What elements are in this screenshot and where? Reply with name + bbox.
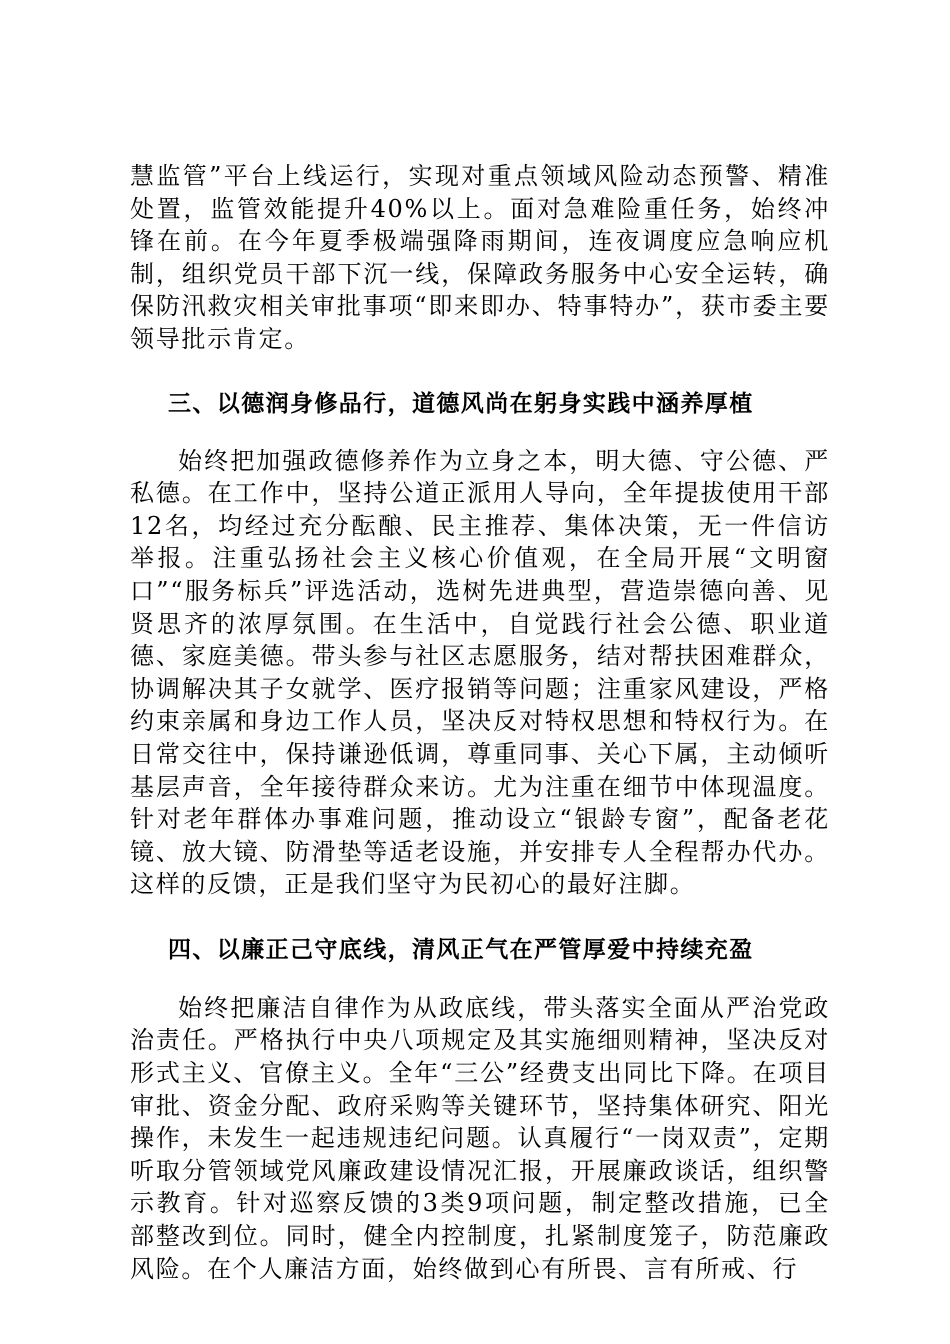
section-heading: 四、以廉正己守底线，清风正气在严管厚爱中持续充盈 [168,936,754,963]
section-heading: 三、以德润身修品行，道德风尚在躬身实践中涵养厚植 [168,390,754,417]
body-paragraph: 始终把加强政德修养作为立身之本，明大德、守公德、严私德。在工作中，坚持公道正派用人导向，全年提拔使用干部12名，均经过充分酝酿、民主推荐、集体决策，无一件信访举报。注重弘扬社会主义核心价值观，在全局开展“文明窗口”“服务标兵”评选活动，选树先进典型，营造崇德向善、见贤思齐的浓厚氛围。在生活中，自觉践行社会公德、职业道德、家庭美德。带头参与社区志愿服务，结对帮扶困难群众，协调解决其子女就学、医疗报销等问题；注重家风建设，严格约束亲属和身边工作人员，坚决反对特权思想和特权行为。在日常交往中，保持谦逊低调，尊重同事、关心下属，主动倾听基层声音，全年接待群众来访。尤为注重在细节中体现温度。针对老年群体办事难问题，推动设立“银龄专窗”，配备老花镜、放大镜、防滑垫等适老设施，并安排专人全程帮办代办。这样的反馈，正是我们坚守为民初心的最好注脚。 [130,446,830,899]
body-paragraph: 始终把廉洁自律作为从政底线，带头落实全面从严治党政治责任。严格执行中央八项规定及其实施细则精神，坚决反对形式主义、官僚主义。全年“三公”经费支出同比下降。在项目审批、资金分配、政府采购等关键环节，坚持集体研究、阳光操作，未发生一起违规违纪问题。认真履行“一岗双责”，定期听取分管领域党风廉政建设情况汇报，开展廉政谈话，组织警示教育。针对巡察反馈的3类9项问题，制定整改措施，已全部整改到位。同时，健全内控制度，扎紧制度笼子，防范廉政风险。在个人廉洁方面，始终做到心有所畏、言有所戒、行 [130,993,830,1283]
document-page [130,160,830,1285]
body-paragraph: 慧监管”平台上线运行，实现对重点领域风险动态预警、精准处置，监管效能提升40%以上。面对急难险重任务，始终冲锋在前。在今年夏季极端强降雨期间，连夜调度应急响应机制，组织党员干部下沉一线，保障政务服务中心安全运转，确保防汛救灾相关审批事项“即来即办、特事特办”，获市委主要领导批示肯定。 [130,162,830,353]
